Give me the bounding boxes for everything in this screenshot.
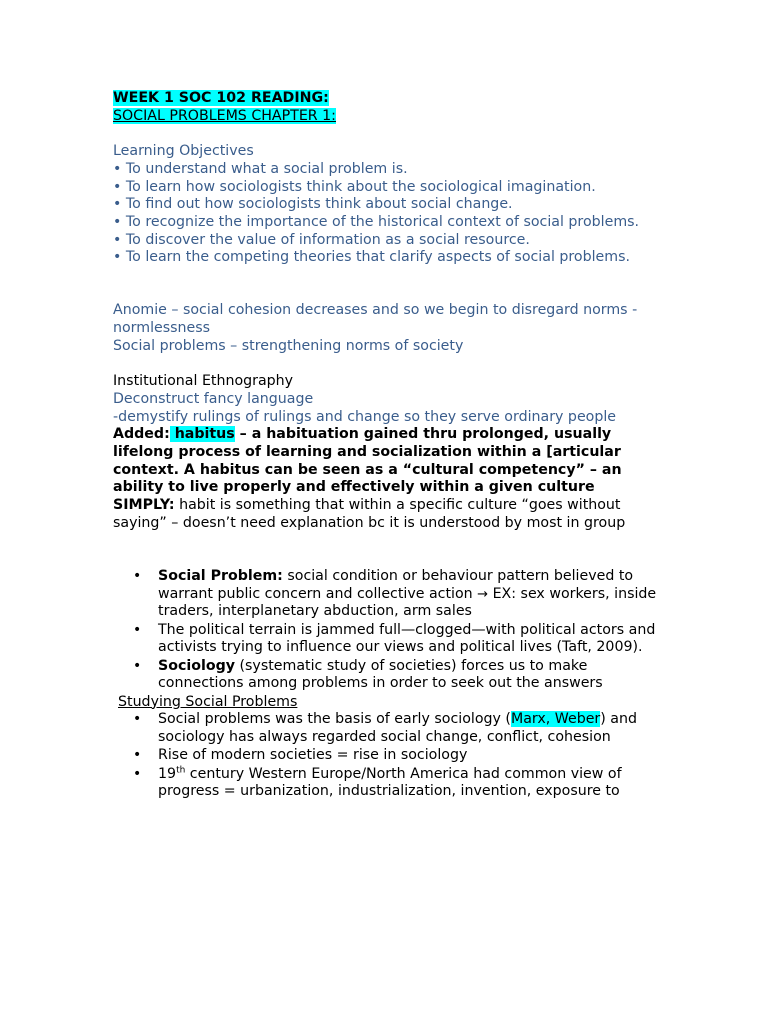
social-problem-list	[113, 568, 658, 693]
objective-item: • To discover the value of information as a social resource.	[113, 231, 530, 248]
deconstruct-line: Deconstruct fancy language	[113, 390, 314, 407]
arrow-icon: →	[477, 586, 489, 602]
list-item: • Sociology (systematic study of societies) forces us to make connections among problems in order to seek out the answers	[113, 658, 658, 693]
simply-label: SIMPLY:	[113, 497, 175, 514]
studying-list	[113, 711, 658, 801]
list-item: • 19th century Western Europe/North America had common view of progress = urbanization, industrialization, invention, exposure to	[113, 766, 658, 801]
list-item: • The political terrain is jammed full—clogged—with political actors and activists trying to influence our views and political lives (Taft, 2009).	[113, 622, 658, 657]
demystify-line: -demystify rulings of rulings and change so they serve ordinary people	[113, 408, 617, 425]
objective-item: • To recognize the importance of the historical context of social problems.	[113, 213, 640, 230]
ethnography-heading: Institutional Ethnography	[113, 373, 294, 390]
habitus-term: habitus	[169, 426, 235, 443]
simply-definition	[113, 497, 658, 532]
definitions-block	[113, 302, 658, 355]
doc-title: WEEK 1 SOC 102 READING:	[113, 90, 329, 106]
objective-item: • To learn the competing theories that clarify aspects of social problems.	[113, 249, 630, 266]
doc-subtitle: SOCIAL PROBLEMS CHAPTER 1:	[113, 107, 336, 124]
added-label: Added:	[113, 426, 170, 443]
social-problems-line: Social problems – strengthening norms of society	[113, 337, 464, 354]
anomie-line: Anomie – social cohesion decreases and so we begin to disregard norms - normlessness	[113, 302, 638, 337]
objective-item: • To understand what a social problem is.	[113, 160, 408, 177]
objectives-heading: Learning Objectives	[113, 143, 254, 160]
habitus-definition	[113, 426, 658, 497]
learning-objectives	[113, 143, 658, 267]
objective-item: • To find out how sociologists think about social change.	[113, 196, 513, 213]
list-item: • Rise of modern societies = rise in sociology	[113, 747, 658, 765]
simply-text: habit is something that within a specific culture “goes without saying” – doesn’t need explanation bc it is understood by most in group	[113, 497, 626, 531]
document-body	[113, 90, 658, 802]
list-item: • Social Problem: social condition or behaviour pattern believed to warrant public concern and collective action → EX: sex workers, inside traders, interplanetary abduction, arm sales	[113, 568, 658, 621]
studying-heading: Studying Social Problems	[118, 693, 298, 710]
habitus-text: – a habituation gained thru prolonged, usually lifelong process of learning and socialization within a [articular context. A habitus can be seen as a “cultural competency” – an ability to live properly and effectively within a given culture	[113, 426, 622, 496]
list-item: • Social problems was the basis of early sociology (Marx, Weber) and sociology has always regarded social change, conflict, cohesion	[113, 711, 658, 746]
objective-item: • To learn how sociologists think about the sociological imagination.	[113, 178, 596, 195]
